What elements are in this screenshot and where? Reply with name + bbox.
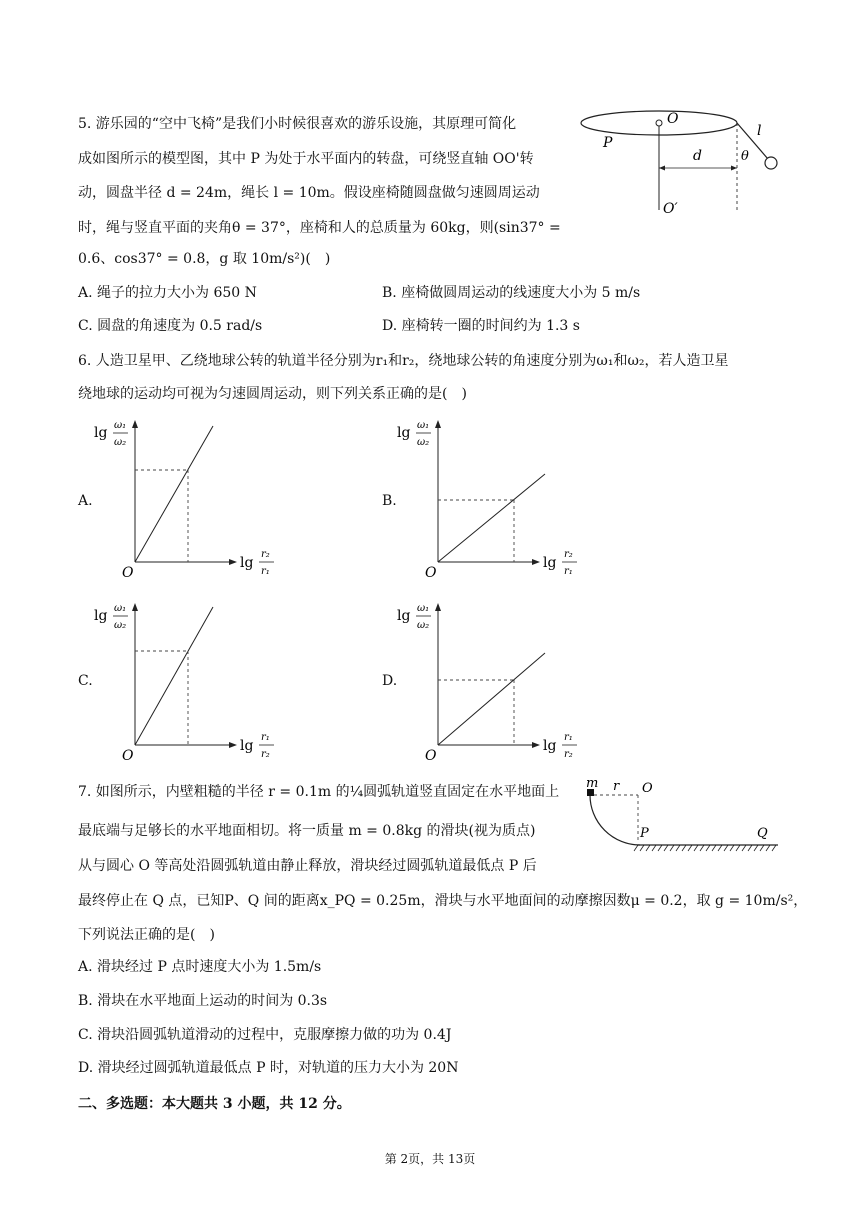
graph-c-origin: O [122,748,134,764]
graph-b-origin: O [425,565,437,581]
graph-a-y-lg: lg [94,425,108,441]
graph-b-y-num: ω₁ [417,420,430,431]
graph-a-origin: O [122,565,134,581]
q5-option-a: A. 绳子的拉力大小为 650 N [78,285,257,301]
graph-b-y-lg: lg [397,425,411,441]
q7-option-b: B. 滑块在水平地面上运动的时间为 0.3s [78,993,328,1009]
q7-line-5: 下列说法正确的是( ) [78,927,215,943]
q5-label-theta: θ [741,149,749,164]
graph-b-y-den: ω₂ [417,437,430,448]
graph-c-x-num: r₁ [261,732,270,743]
page-footer: 第 2页，共 13页 [384,1152,476,1166]
q7-label-p: P [640,826,649,841]
graph-a-y-den: ω₂ [114,437,127,448]
graph-a-x-lg: lg [240,555,254,571]
q6-line-1: 6. 人造卫星甲、乙绕地球公转的轨道半径分别为r₁和r₂，绕地球公转的角速度分别为ω₁和ω₂，若人造卫星 [78,353,729,369]
q7-option-c: C. 滑块沿圆弧轨道滑动的过程中，克服摩擦力做的功为 0.4J [78,1027,452,1043]
graph-b-x-lg: lg [543,555,557,571]
graph-c-x-den: r₂ [261,749,270,760]
q7-label-o: O [642,781,653,796]
q5-option-c: C. 圆盘的角速度为 0.5 rad/s [78,318,263,334]
graph-b-x-den: r₁ [564,566,573,577]
q5-label-l: l [757,123,762,139]
graph-d-x-num: r₁ [564,732,573,743]
q6-option-d-label: D. [382,673,398,689]
q7-label-q: Q [757,826,768,841]
graph-a-x-num: r₂ [261,549,270,560]
q6-option-b-label: B. [382,493,397,509]
q5-line-4: 时，绳与竖直平面的夹角θ = 37°，座椅和人的总质量为 60kg，则(sin37° = [78,220,561,236]
q6-graph-b [393,412,593,587]
q6-graph-c [90,595,290,770]
q7-line-2: 最底端与足够长的水平地面相切。将一质量 m = 0.8kg 的滑块(视为质点) [78,823,536,839]
q5-label-o-prime: O′ [663,201,678,217]
graph-d-y-den: ω₂ [417,620,430,631]
q7-label-m: m [586,776,599,791]
q6-line-2: 绕地球的运动均可视为匀速圆周运动，则下列关系正确的是( ) [78,386,467,402]
q6-graph-d [393,595,593,770]
graph-d-x-den: r₂ [564,749,573,760]
q6-graph-a [90,412,290,587]
graph-b-x-num: r₂ [564,549,573,560]
graph-a-y-num: ω₁ [114,420,127,431]
q5-line-1: 5. 游乐园的“空中飞椅”是我们小时候很喜欢的游乐设施，其原理可简化 [78,116,517,132]
q5-swing-figure [575,105,795,220]
q6-option-a-label: A. [78,493,93,509]
graph-c-y-lg: lg [94,608,108,624]
graph-d-y-num: ω₁ [417,603,430,614]
graph-c-x-lg: lg [240,738,254,754]
section-heading-multiple-choice: 二、多选题：本大题共 3 小题，共 12 分。 [78,1096,351,1112]
q7-label-r: r [613,779,620,794]
q7-track-figure [580,775,785,860]
q7-line-1: 7. 如图所示，内壁粗糙的半径 r = 0.1m 的¼圆弧轨道竖直固定在水平地面上 [78,784,560,800]
q7-option-d: D. 滑块经过圆弧轨道最低点 P 时，对轨道的压力大小为 20N [78,1060,459,1076]
q5-line-2: 成如图所示的模型图，其中 P 为处于水平面内的转盘，可绕竖直轴 OO'转 [78,151,534,167]
graph-c-y-num: ω₁ [114,603,127,614]
q5-label-o: O [667,111,679,127]
graph-d-origin: O [425,748,437,764]
graph-d-x-lg: lg [543,738,557,754]
q7-line-4: 最终停止在 Q 点，已知P、Q 间的距离x_PQ = 0.25m，滑块与水平地面间的动摩擦因数μ = 0.2，取 g = 10m/s²， [78,893,808,909]
graph-d-y-lg: lg [397,608,411,624]
q7-option-a: A. 滑块经过 P 点时速度大小为 1.5m/s [78,959,322,975]
q7-line-3: 从与圆心 O 等高处沿圆弧轨道由静止释放，滑块经过圆弧轨道最低点 P 后 [78,858,537,874]
q6-option-c-label: C. [78,673,93,689]
q5-line-3: 动，圆盘半径 d = 24m，绳长 l = 10m。假设座椅随圆盘做匀速圆周运动 [78,185,540,201]
graph-c-y-den: ω₂ [114,620,127,631]
q5-line-5: 0.6、cos37° = 0.8，g 取 10m/s²)( ) [78,251,331,267]
q5-label-p: P [603,135,613,151]
q5-label-d: d [693,148,702,164]
q5-option-b: B. 座椅做圆周运动的线速度大小为 5 m/s [382,285,641,301]
q5-option-d: D. 座椅转一圈的时间约为 1.3 s [382,318,580,334]
graph-a-x-den: r₁ [261,566,270,577]
